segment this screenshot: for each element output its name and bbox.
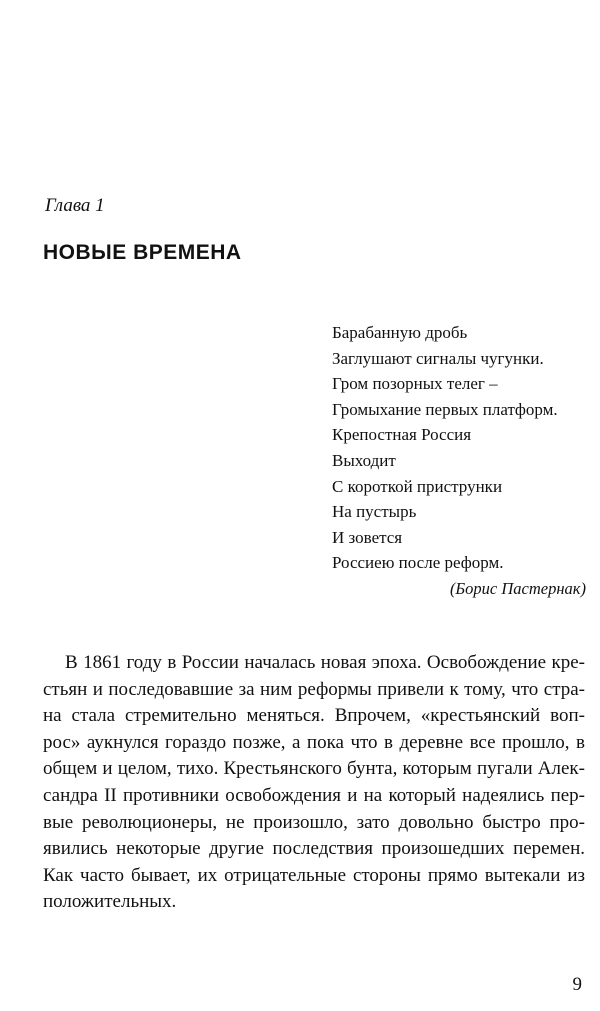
epigraph-line: Барабанную дробь — [332, 323, 468, 342]
epigraph — [332, 320, 586, 601]
epigraph-line: И зовется — [332, 527, 403, 547]
epigraph-line: Россиею после реформ. — [332, 553, 504, 573]
epigraph-line: Громыхание первых платформ. — [332, 399, 558, 419]
chapter-title: НОВЫЕ ВРЕМЕНА — [43, 241, 242, 264]
epigraph-line: Выходит — [332, 450, 396, 470]
body-paragraph — [43, 650, 585, 916]
epigraph-lines — [332, 320, 586, 576]
body-line: сандра II противники освобождения и на который надеялись пер- — [43, 784, 585, 806]
chapter-label: Глава 1 — [45, 195, 105, 216]
body-line: вые революционеры, не произошло, зато довольно быстро про- — [43, 811, 585, 833]
page-number: 9 — [572, 974, 582, 995]
epigraph-line: На пустырь — [332, 502, 417, 522]
body-line: явились некоторые другие последствия произошедших перемен. — [43, 838, 585, 860]
epigraph-author: (Борис Пастернак) — [449, 578, 586, 598]
epigraph-line: Заглушают сигналы чугунки. — [332, 348, 544, 368]
body-line: общем и целом, тихо. Крестьянского бунта, которым пугали Алек- — [43, 758, 585, 780]
body-line: Как часто бывает, их отрицательные стороны прямо вытекали из — [43, 864, 585, 886]
body-line: на стала стремительно меняться. Впрочем, «крестьянский воп- — [43, 705, 585, 727]
body-line: стьян и последовавшие за ним реформы привели к тому, что стра- — [43, 678, 585, 700]
epigraph-line: Крепостная Россия — [332, 425, 472, 445]
epigraph-line: С короткой приструнки — [332, 476, 503, 496]
epigraph-line: Гром позорных телег – — [332, 374, 498, 394]
body-line: рос» аукнулся гораздо позже, а пока что в деревне все прошло, в — [43, 731, 585, 753]
body-line: положительных. — [43, 891, 177, 913]
body-line: В 1861 году в России началась новая эпоха. Освобождение кре- — [65, 652, 585, 673]
